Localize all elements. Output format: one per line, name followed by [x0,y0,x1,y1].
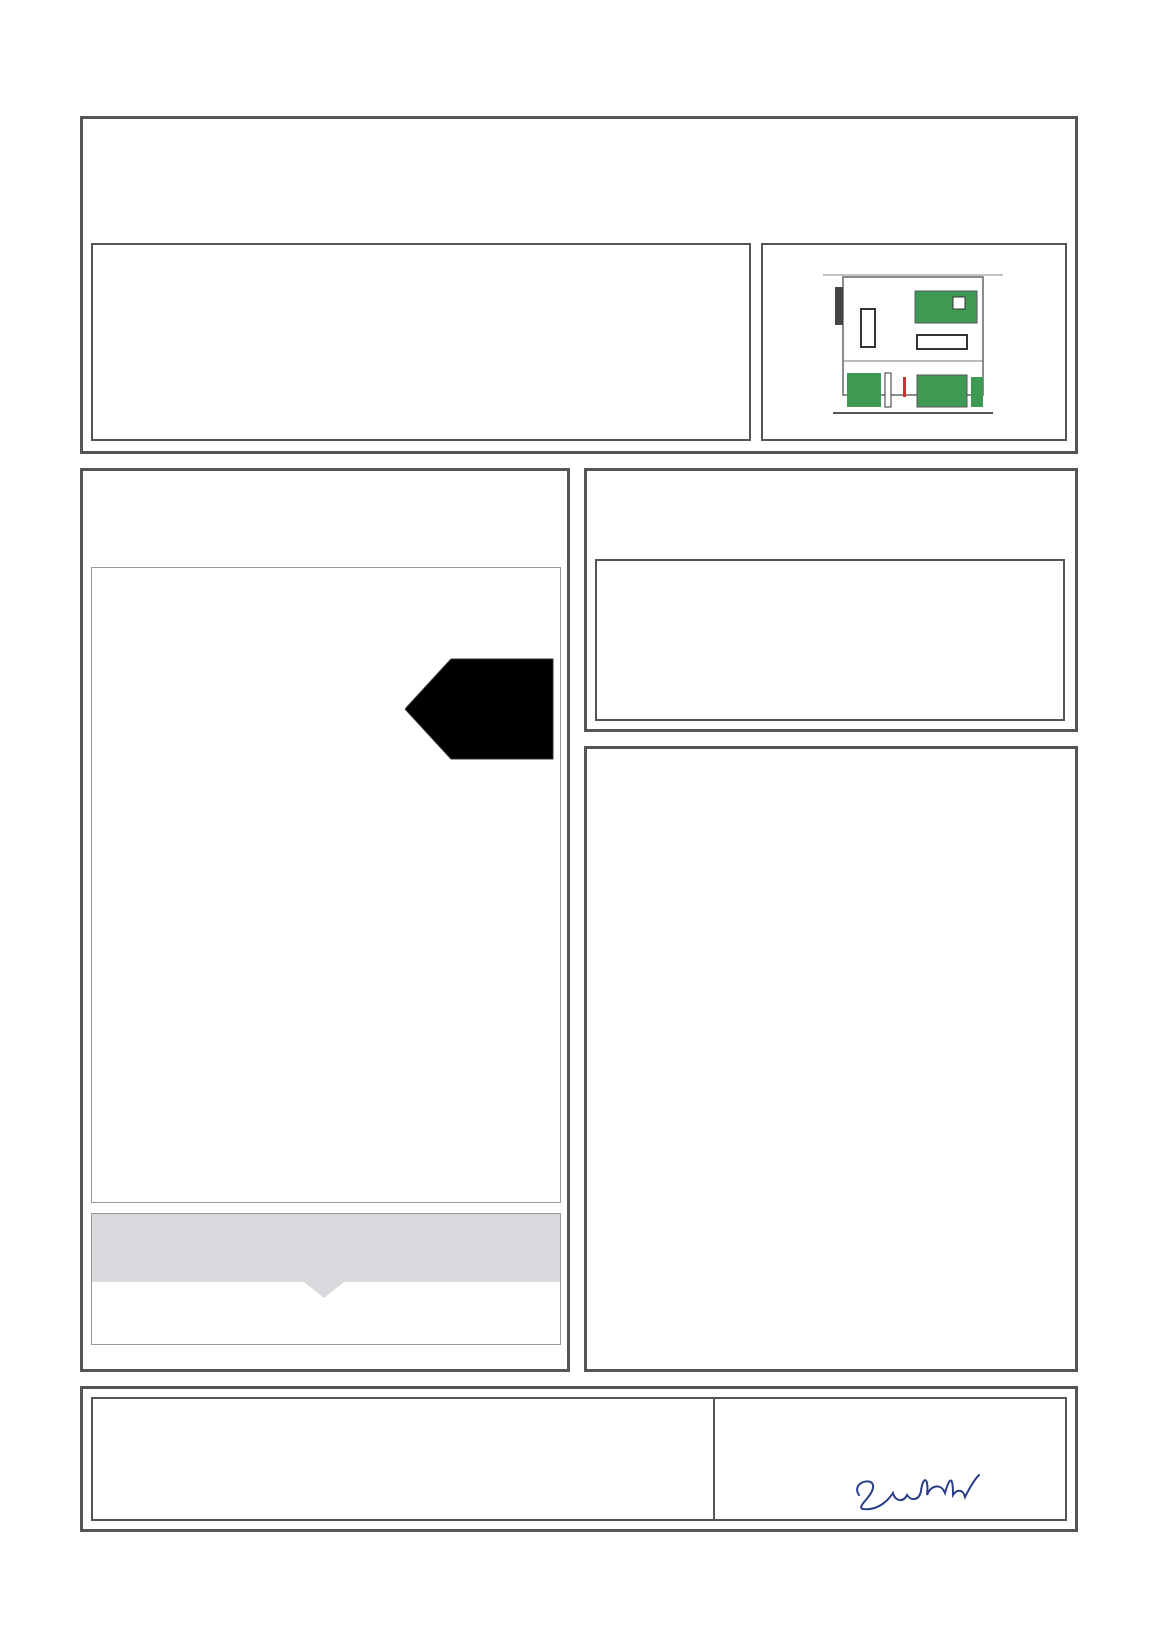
footer-inner [91,1397,1067,1521]
requirements-pointer [304,1282,344,1300]
footer-box [80,1386,1078,1532]
classification-box [80,468,570,1372]
building-drawing [763,245,1065,439]
current-class-indicator [405,657,555,761]
requirements-header [92,1214,560,1282]
pie-legend [597,561,877,719]
signature [849,1455,999,1515]
building-info-box [91,243,751,441]
building-photo-box [761,243,1067,441]
pie-chart [893,561,1053,721]
indicators-table [595,815,1067,1363]
requirements-box [91,1213,561,1345]
indicators-box [584,746,1078,1372]
header-box [80,116,1078,454]
distribution-box [584,468,1078,732]
footer-divider [713,1399,715,1519]
distribution-chart-box [595,559,1065,721]
